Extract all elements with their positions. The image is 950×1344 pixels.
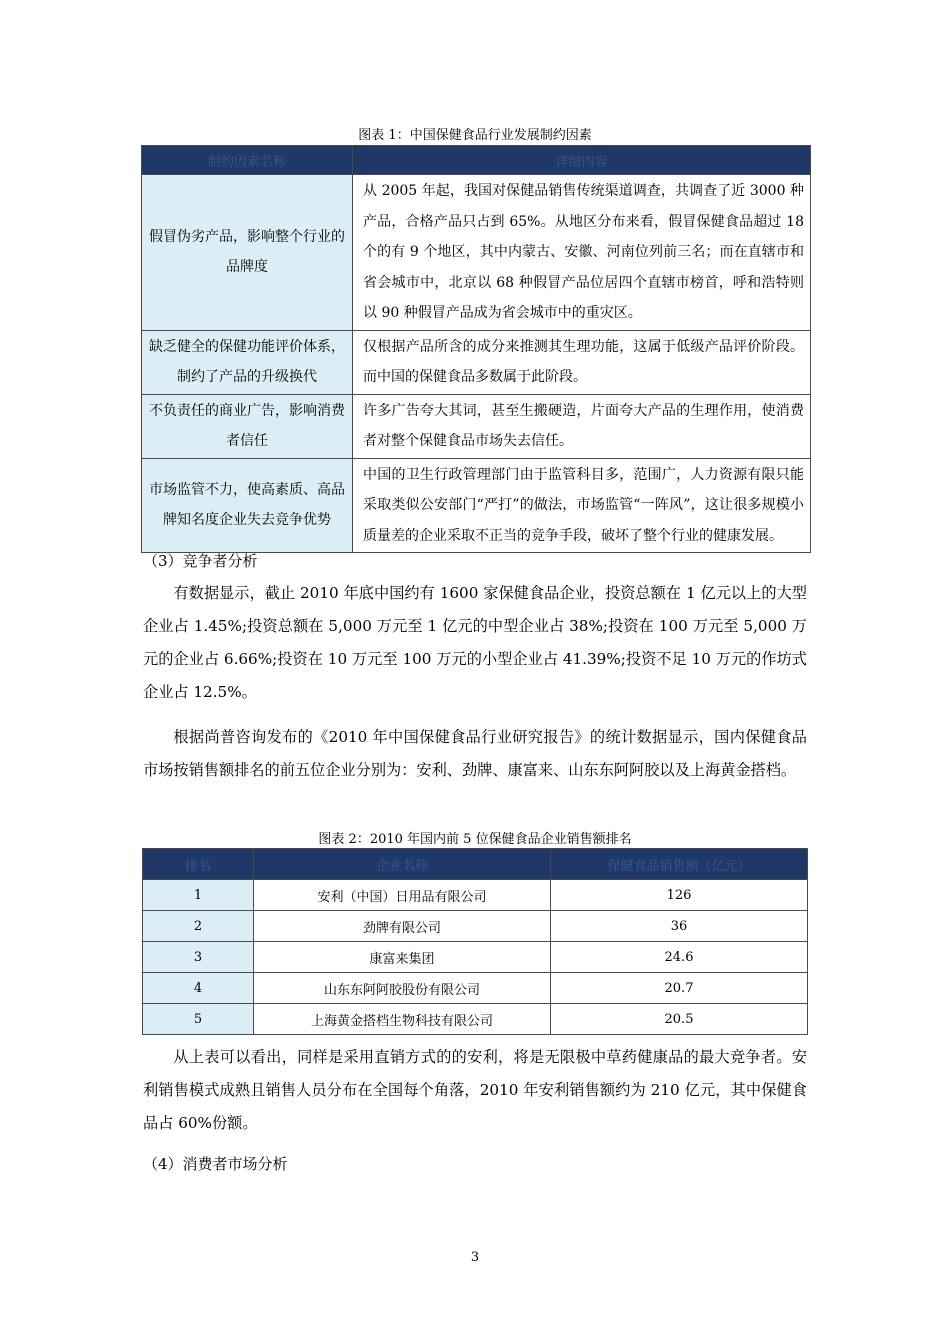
column-header-company: 企业名称 (254, 849, 551, 880)
table-row (143, 1004, 808, 1035)
table1-caption: 图表 1：中国保健食品行业发展制约因素 (358, 128, 592, 143)
company-cell: 劲牌有限公司 (254, 911, 551, 942)
table-header-row (143, 849, 808, 880)
rank-cell: 2 (143, 911, 254, 942)
rank-cell: 1 (143, 880, 254, 911)
table-row (142, 394, 811, 458)
table-row (143, 942, 808, 973)
rank-cell: 5 (143, 1004, 254, 1035)
table-row (142, 175, 811, 331)
rank-cell: 3 (143, 942, 254, 973)
detail-cell: 从 2005 年起，我国对保健品销售传统渠道调查，共调查了近 3000 种产品，合格产品只占到 65%。从地区分布来看，假冒保健食品超过 18 个的有 9 个地区，其中内蒙古、安徽、河南位列前三名；而在直辖市和省会城市中，北京以 68 种假冒产品位居四个直辖市榜首，呼和浩特则以 90 种假冒产品成为省会城市中的重灾区。 (353, 175, 811, 331)
table-row (143, 911, 808, 942)
table2-caption: 图表 2：2010 年国内前 5 位保健食品企业销售额排名 (318, 832, 632, 847)
column-header-factor: 制约因素名称 (142, 146, 353, 175)
sales-cell: 126 (551, 880, 808, 911)
company-cell: 康富来集团 (254, 942, 551, 973)
section-heading-competitors: （3）竞争者分析 (143, 552, 258, 570)
paragraph-top-five: 根据尚普咨询发布的《2010 年中国保健食品行业研究报告》的统计数据显示，国内保健食品市场按销售额排名的前五位企业分别为：安利、劲牌、康富来、山东东阿阿胶以及上海黄金搭档。 (143, 728, 807, 779)
column-header-sales: 保健食品销售额（亿元） (551, 849, 808, 880)
company-cell: 山东东阿阿胶股份有限公司 (254, 973, 551, 1004)
sales-cell: 36 (551, 911, 808, 942)
table-row (143, 880, 808, 911)
section-heading-consumers: （4）消费者市场分析 (143, 1155, 288, 1173)
factor-cell: 市场监管不力，使高素质、高品牌知名度企业失去竞争优势 (142, 458, 353, 553)
factor-cell: 不负责任的商业广告，影响消费者信任 (142, 394, 353, 458)
company-cell: 上海黄金搭档生物科技有限公司 (254, 1004, 551, 1035)
table-header-row (142, 146, 811, 175)
paragraph-amway-analysis: 从上表可以看出，同样是采用直销方式的的安利，将是无限极中草药健康品的最大竞争者。安利销售模式成熟且销售人员分布在全国每个角落，2010 年安利销售额约为 210 亿元，其中保健食品占 60%份额。 (143, 1048, 807, 1132)
sales-cell: 20.7 (551, 973, 808, 1004)
column-header-detail: 详细内容 (353, 146, 811, 175)
column-header-rank: 排名 (143, 849, 254, 880)
detail-cell: 许多广告夸大其词，甚至生搬硬造，片面夸大产品的生理作用，使消费者对整个保健食品市场失去信任。 (353, 394, 811, 458)
sales-ranking-table (142, 848, 808, 1035)
factor-cell: 假冒伪劣产品，影响整个行业的品牌度 (142, 175, 353, 331)
table-row (142, 330, 811, 394)
company-cell: 安利（中国）日用品有限公司 (254, 880, 551, 911)
table-row (143, 973, 808, 1004)
detail-cell: 仅根据产品所含的成分来推测其生理功能，这属于低级产品评价阶段。而中国的保健食品多数属于此阶段。 (353, 330, 811, 394)
table-row (142, 458, 811, 553)
factor-cell: 缺乏健全的保健功能评价体系，制约了产品的升级换代 (142, 330, 353, 394)
detail-cell: 中国的卫生行政管理部门由于监管科目多，范围广，人力资源有限只能采取类似公安部门“严打”的做法，市场监管“一阵风”，这让很多规模小质量差的企业采取不正当的竞争手段，破坏了整个行业的健康发展。 (353, 458, 811, 553)
sales-cell: 20.5 (551, 1004, 808, 1035)
constraint-factors-table (141, 145, 811, 553)
rank-cell: 4 (143, 973, 254, 1004)
page-number: 3 (470, 1250, 480, 1265)
paragraph-enterprise-distribution: 有数据显示，截止 2010 年底中国约有 1600 家保健食品企业，投资总额在 1 亿元以上的大型企业占 1.45%;投资总额在 5,000 万元至 1 亿元的中型企业占 38%;投资在 100 万元至 5,000 万元的企业占 6.66%;投资在 10 万元至 100 万元的小型企业占 41.39%;投资不足 10 万元的作坊式企业占 12.5%。 (143, 584, 807, 701)
sales-cell: 24.6 (551, 942, 808, 973)
